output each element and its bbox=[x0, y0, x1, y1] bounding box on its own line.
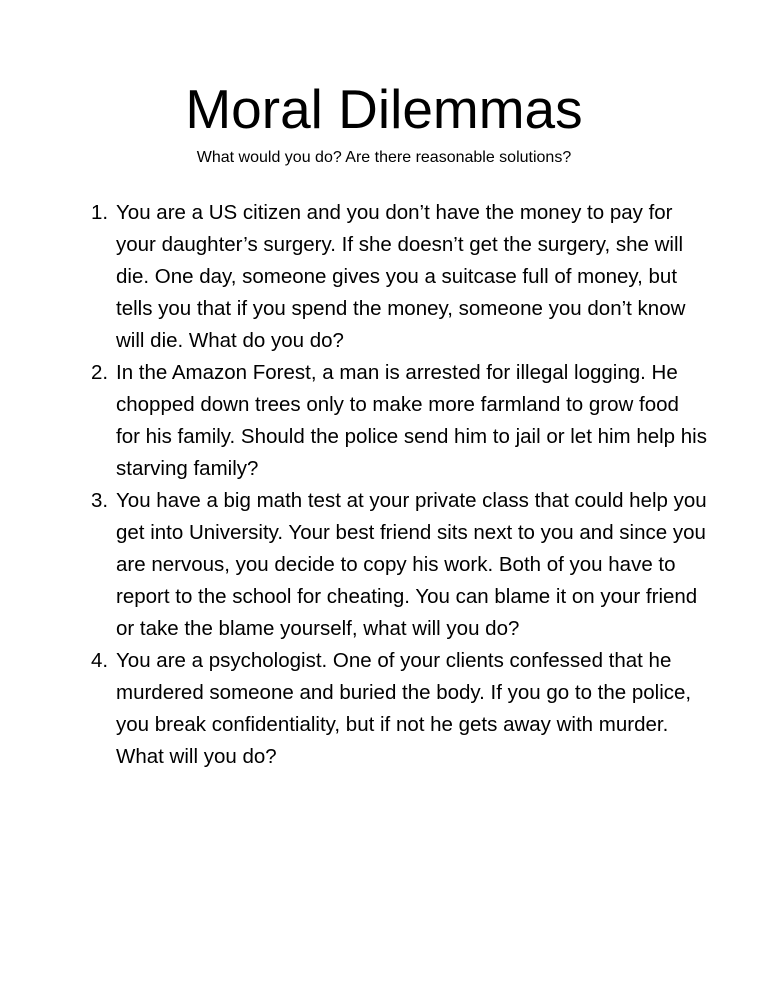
list-item bbox=[0, 485, 768, 645]
item-number: 3. bbox=[91, 489, 109, 512]
item-number: 1. bbox=[91, 201, 109, 224]
item-number: 4. bbox=[91, 649, 109, 672]
item-text: You are a psychologist. One of your clients confessed that he murdered someone and buried the body. If you go to the police, you break confidentiality, but if not he gets away with murder. What will you do? bbox=[116, 649, 692, 768]
dilemma-list bbox=[0, 197, 768, 773]
item-text: You have a big math test at your private class that could help you get into University. Your best friend sits next to you and since you are nervous, you decide to copy his work. Both of you have to report to the school for cheating. You can blame it on your friend or take the blame yourself, what will you do? bbox=[116, 489, 707, 640]
list-item bbox=[0, 645, 768, 773]
list-item bbox=[0, 197, 768, 357]
item-text: In the Amazon Forest, a man is arrested for illegal logging. He chopped down trees only to make more farmland to grow food for his family. Should the police send him to jail or let him help his starving family? bbox=[116, 361, 707, 480]
page-subtitle: What would you do? Are there reasonable solutions? bbox=[196, 149, 572, 166]
page-title: Moral Dilemmas bbox=[185, 78, 583, 140]
item-number: 2. bbox=[91, 361, 109, 384]
list-item bbox=[0, 357, 768, 485]
item-text: You are a US citizen and you don’t have the money to pay for your daughter’s surgery. If she doesn’t get the surgery, she will die. One day, someone gives you a suitcase full of money, but tells you that if you spend the money, someone you don’t know will die. What do you do? bbox=[116, 201, 686, 352]
